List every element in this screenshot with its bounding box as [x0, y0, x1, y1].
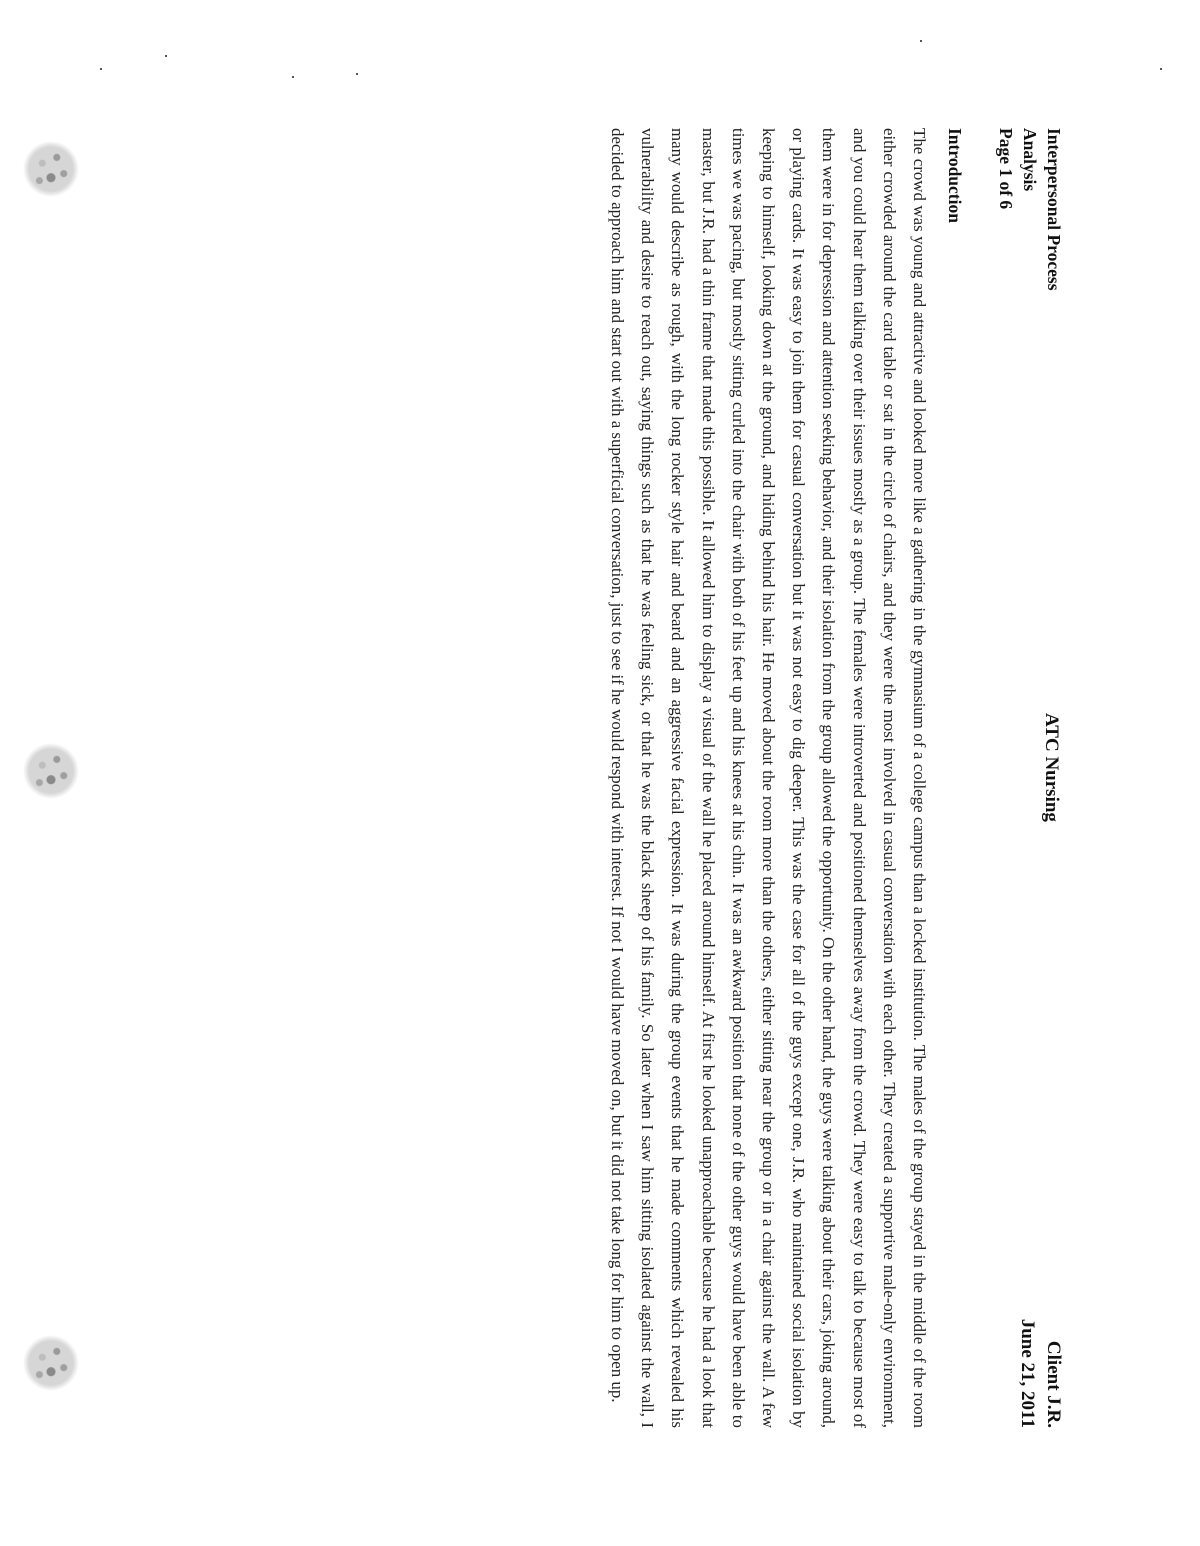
client-name: Client J.R. — [1043, 1340, 1064, 1428]
document-subtitle: Analysis — [1020, 128, 1040, 192]
page-number: Page 1 of 6 — [996, 128, 1016, 210]
scan-speck — [100, 68, 102, 70]
punch-hole-bottom — [22, 1334, 80, 1392]
rotated-document-page — [506, 128, 1066, 1428]
header-center: ATC Nursing — [1041, 713, 1062, 822]
scan-speck — [165, 55, 167, 57]
punch-hole-middle — [22, 742, 80, 800]
scan-speck — [356, 73, 358, 75]
punch-hole-top — [22, 140, 80, 198]
scan-speck — [920, 40, 922, 42]
section-title: Introduction — [945, 128, 965, 223]
scan-speck — [292, 76, 294, 78]
header-left — [994, 128, 1066, 291]
header-right — [1014, 1319, 1066, 1428]
scan-speck — [1160, 68, 1162, 70]
document-date: June 21, 2011 — [1017, 1318, 1038, 1428]
document-title: Interpersonal Process — [1044, 128, 1064, 291]
body-paragraph: The crowd was young and attractive and looked more like a gathering in the gymnasium of a college campus than a locked institution. The males of the group stayed in the middle of the room either crowded around the card table or sat in the circle of chairs, and they were the most involved in casual conversation with each other. They created a supportive male-only environment, and you could hear them talking over their issues mostly as a group. The females were introverted and positioned themselves away from the crowd. They were easy to talk to because most of them were in for depression and attention seeking behavior, and their isolation from the group allowed the opportunity. On the other hand, the guys were talking about their cars, joking around, or playing cards. It was easy to join them for casual conversation but it was not easy to dig deeper. This was the case for all of the guys except one, J.R. who maintained social isolation by keeping to himself, looking down at the ground, and hiding behind his hair. He moved about the room more than the others, either sitting near the group or in a chair against the wall. A few times we was pacing, but mostly sitting curled into the chair with both of his feet up and his knees at his chin. It was an awkward position that none of the other guys would have been able to master, but J.R. had a thin frame that made this possible. It allowed him to display a visual of the wall he placed around himself. At first he looked unapproachable because he had a look that many would describe as rough, with the long rocker style hair and beard and an aggressive facial expression. It was during the group events that he made comments which revealed his vulnerability and desire to reach out, saying things such as that he was feeling sick, or that he was the black sheep of his family. So later when I saw him sitting isolated against the wall, I decided to approach him and start out with a superficial conversation, just to see if he would respond with interest. If not I would have moved on, but it did not take long for him to open up. — [607, 128, 929, 1428]
